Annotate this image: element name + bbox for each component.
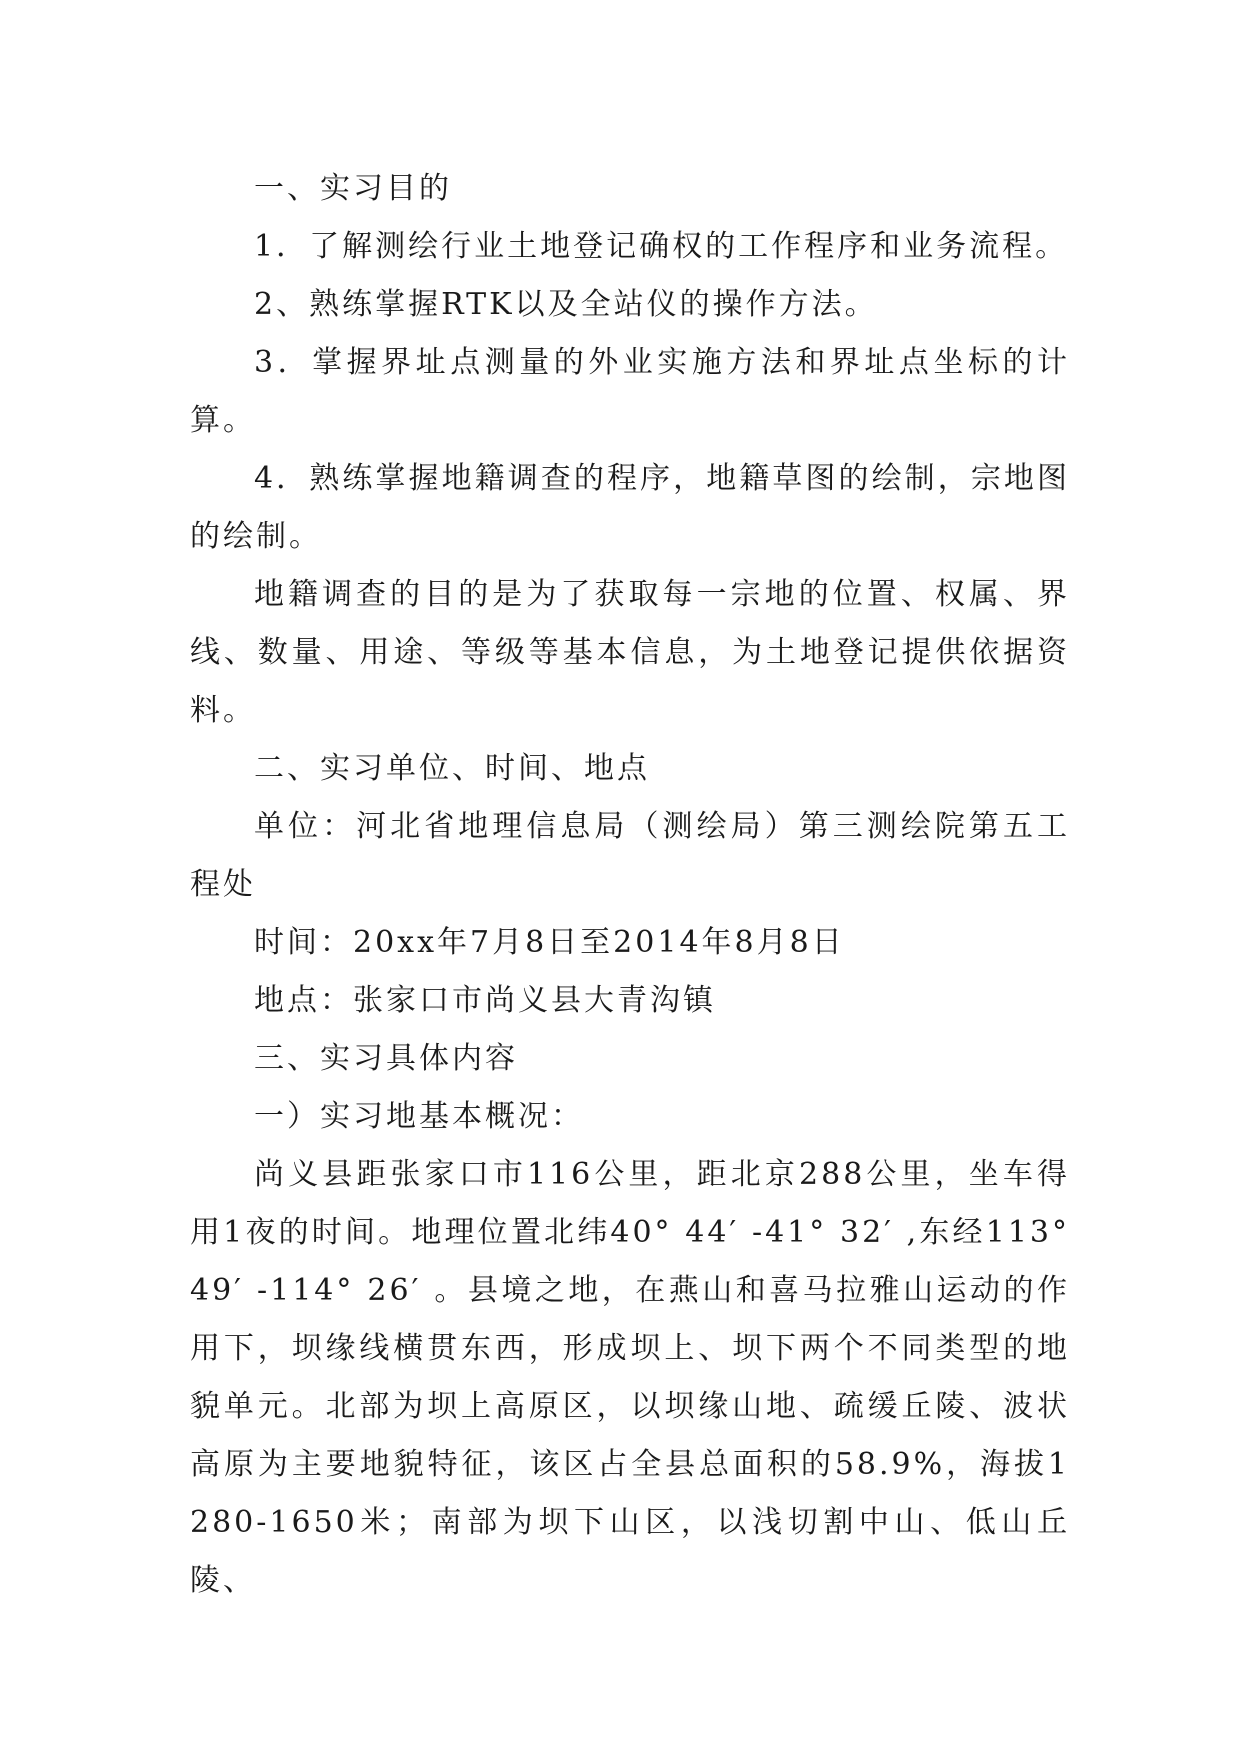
- purpose-summary: 地籍调查的目的是为了获取每一宗地的位置、权属、界线、数量、用途、等级等基本信息，为土地登记提供依据资料。: [190, 577, 1070, 728]
- time-line: 时间：20xx年7月8日至2014年8月8日: [254, 925, 845, 960]
- section-heading-content: 三、实习具体内容: [254, 1041, 518, 1076]
- place-line: 地点：张家口市尚义县大青沟镇: [254, 983, 716, 1018]
- overview-paragraph: 尚义县距张家口市116公里，距北京288公里，坐车得用1夜的时间。地理位置北纬40° 44′ -41° 32′ ,东经113° 49′ -114° 26′ 。县境之地，在燕山和喜马拉雅山运动的作用下，坝缘线横贯东西，形成坝上、坝下两个不同类型的地貌单元。北部为坝上高原区，以坝缘山地、疏缓丘陵、波状高原为主要地貌特征，该区占全县总面积的58.9%，海拔1280-1650米；南部为坝下山区，以浅切割中山、低山丘陵、: [190, 1157, 1070, 1598]
- unit-line: 单位：河北省地理信息局（测绘局）第三测绘院第五工程处: [190, 809, 1070, 902]
- purpose-item-1: 1．了解测绘行业土地登记确权的工作程序和业务流程。: [254, 229, 1069, 264]
- purpose-item-4: 4．熟练掌握地籍调查的程序，地籍草图的绘制，宗地图的绘制。: [190, 461, 1070, 554]
- purpose-item-3: 3．掌握界址点测量的外业实施方法和界址点坐标的计算。: [190, 345, 1070, 438]
- document-body: [190, 160, 1070, 1610]
- subsection-heading-overview: 一）实习地基本概况：: [254, 1099, 584, 1134]
- section-heading-purpose: 一、实习目的: [254, 171, 452, 206]
- purpose-item-2: 2、熟练掌握RTK以及全站仪的操作方法。: [254, 287, 878, 322]
- section-heading-unit-time-place: 二、实习单位、时间、地点: [254, 751, 650, 786]
